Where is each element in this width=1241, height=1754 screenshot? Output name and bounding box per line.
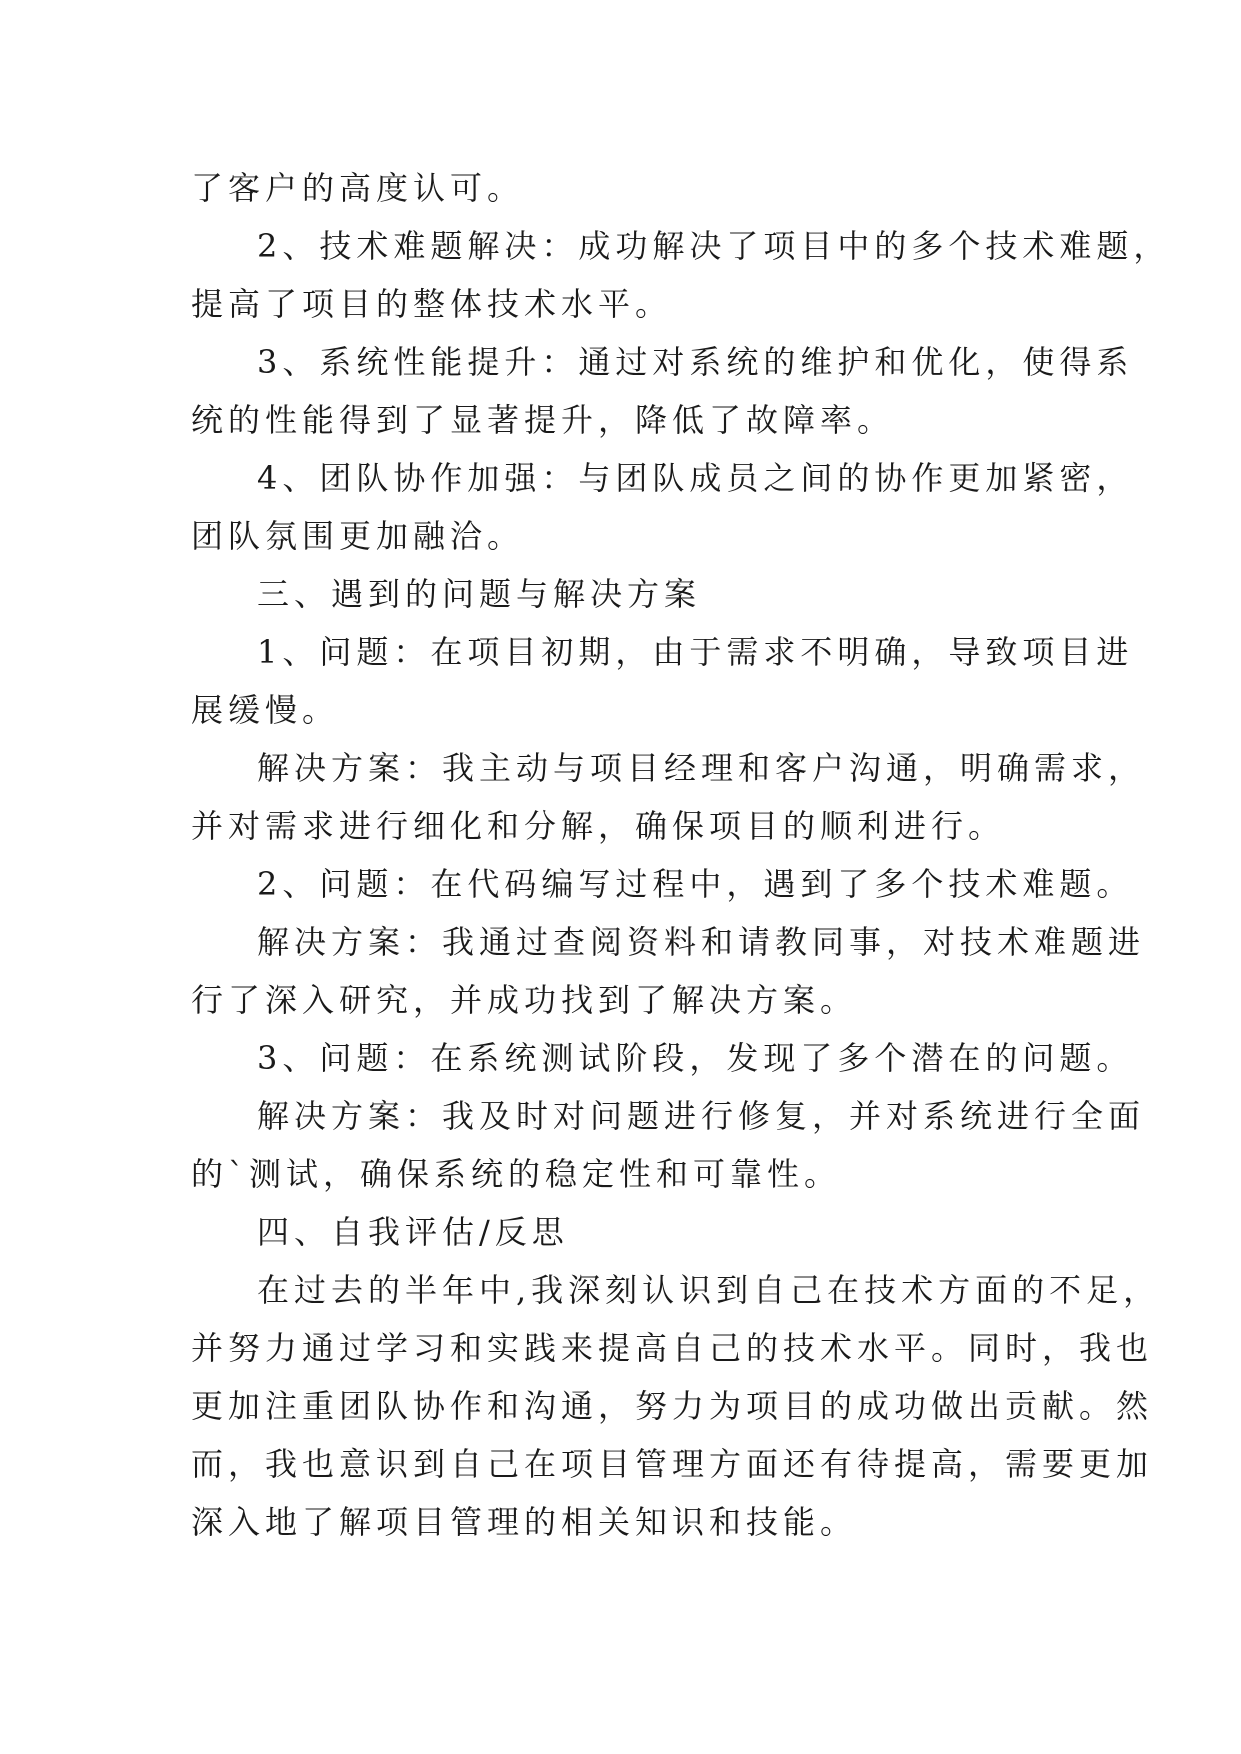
text-line: 2、问题：在代码编写过程中，遇到了多个技术难题。 — [257, 865, 1134, 903]
text-line: 更加注重团队协作和沟通，努力为项目的成功做出贡献。然 — [191, 1387, 1154, 1425]
text-line: 解决方案：我及时对问题进行修复，并对系统进行全面 — [257, 1097, 1146, 1135]
text-line: 3、系统性能提升：通过对系统的维护和优化，使得系 — [257, 343, 1134, 381]
text-line: 团队氛围更加融洽。 — [191, 517, 525, 555]
text-line: 而，我也意识到自己在项目管理方面还有待提高，需要更加 — [191, 1445, 1154, 1483]
text-line: 展缓慢。 — [191, 691, 340, 729]
text-line: 了客户的高度认可。 — [191, 169, 525, 207]
text-line: 3、问题：在系统测试阶段，发现了多个潜在的问题。 — [257, 1039, 1134, 1077]
text-line: 统的性能得到了显著提升，降低了故障率。 — [191, 401, 895, 439]
text-line: 4、团队协作加强：与团队成员之间的协作更加紧密， — [257, 459, 1134, 497]
text-line: 行了深入研究，并成功找到了解决方案。 — [191, 981, 858, 1019]
section-heading: 三、遇到的问题与解决方案 — [257, 575, 702, 613]
text-line: 并对需求进行细化和分解，确保项目的顺利进行。 — [191, 807, 1006, 845]
text-line: 并努力通过学习和实践来提高自己的技术水平。同时，我也 — [191, 1329, 1154, 1367]
text-line: 2、技术难题解决：成功解决了项目中的多个技术难题， — [257, 227, 1171, 265]
text-line: 深入地了解项目管理的相关知识和技能。 — [191, 1503, 858, 1541]
text-line: 解决方案：我主动与项目经理和客户沟通，明确需求， — [257, 749, 1146, 787]
text-line: 提高了项目的整体技术水平。 — [191, 285, 673, 323]
text-line: 解决方案：我通过查阅资料和请教同事，对技术难题进 — [257, 923, 1146, 961]
text-line: 的`测试，确保系统的稳定性和可靠性。 — [191, 1155, 842, 1193]
text-line: 1、问题：在项目初期，由于需求不明确，导致项目进 — [257, 633, 1134, 671]
section-heading: 四、自我评估/反思 — [257, 1213, 569, 1251]
text-line: 在过去的半年中,我深刻认识到自己在技术方面的不足， — [257, 1271, 1161, 1309]
